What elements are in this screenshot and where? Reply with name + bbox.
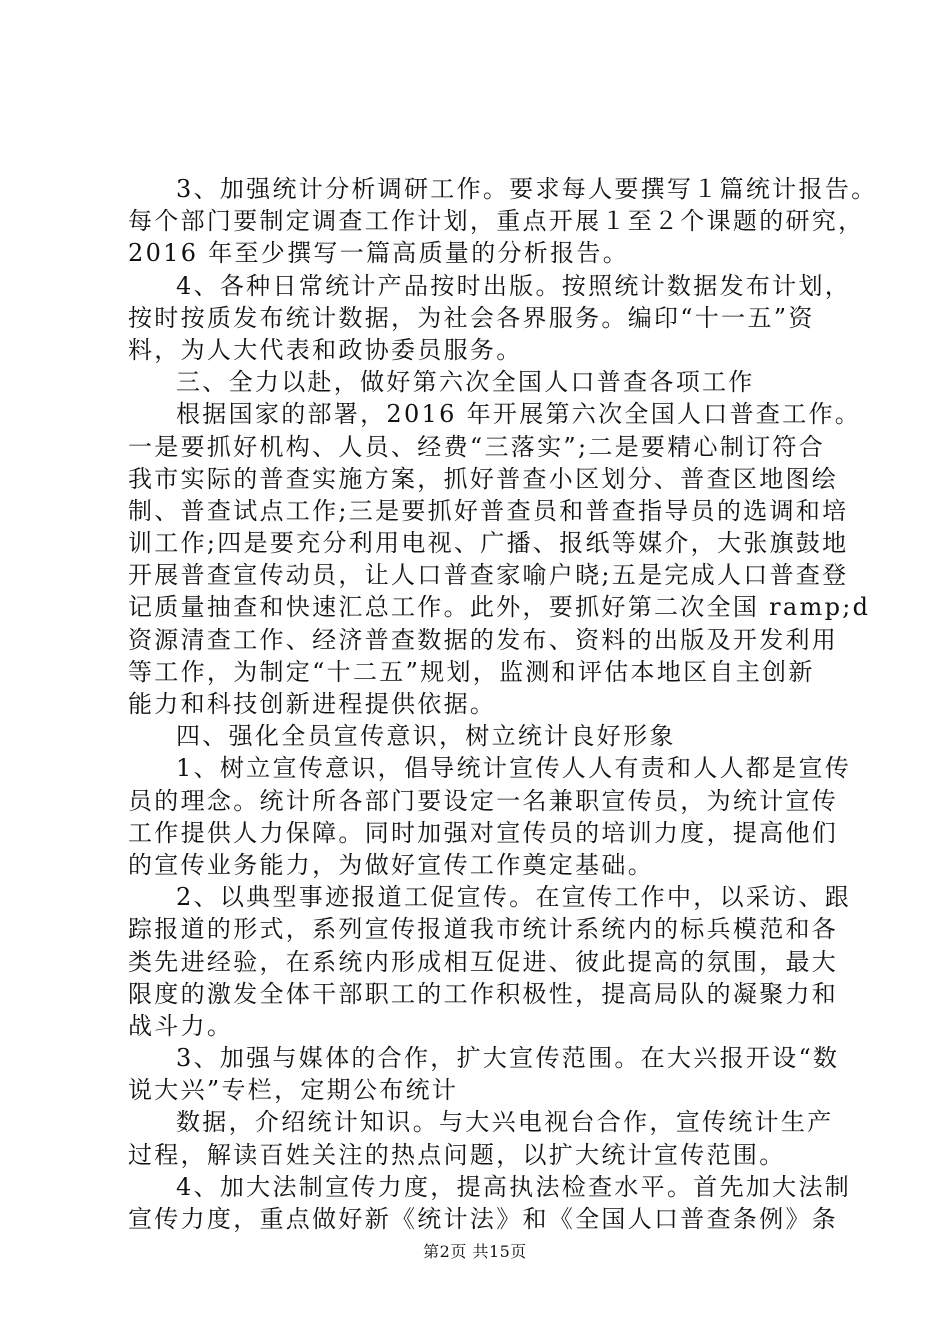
text-line: 过程，解读百姓关注的热点问题，以扩大统计宣传范围。: [128, 1140, 786, 1169]
text-line: 战斗力。: [128, 1011, 234, 1040]
text-line: 一是要抓好机构、人员、经费“三落实”;二是要精心制订符合: [128, 432, 826, 461]
document-body: [128, 173, 878, 1235]
text-line: 限度的激发全体干部职工的工作积极性，提高局队的凝聚力和: [128, 979, 839, 1008]
text-line: 工作提供人力保障。同时加强对宣传员的培训力度，提高他们: [128, 818, 839, 847]
text-line: 3、加强统计分析调研工作。要求每人要撰写１篇统计报告。: [176, 175, 878, 203]
text-line: 按时按质发布统计数据，为社会各界服务。编印“十一五”资: [128, 303, 815, 332]
text-line: 记质量抽查和快速汇总工作。此外，要抓好第二次全国 ramp;d: [128, 593, 871, 622]
text-line: 等工作，为制定“十二五”规划，监测和评估本地区自主创新: [128, 657, 815, 686]
text-line: 每个部门要制定调查工作计划，重点开展１至２个课题的研究，: [128, 207, 865, 236]
text-line: 类先进经验，在系统内形成相互促进、彼此提高的氛围，最大: [128, 947, 839, 976]
text-line: 三、全力以赴，做好第六次全国人口普查各项工作: [176, 368, 755, 397]
text-line: 4、各种日常统计产品按时出版。按照统计数据发布计划，: [176, 271, 852, 300]
text-line: 制、普查试点工作;三是要抓好普查员和普查指导员的选调和培: [128, 496, 849, 525]
text-line: 2016 年至少撰写一篇高质量的分析报告。: [128, 239, 630, 268]
text-line: 员的理念。统计所各部门要设定一名兼职宣传员，为统计宣传: [128, 786, 839, 815]
text-line: 踪报道的形式，系列宣传报道我市统计系统内的标兵模范和各: [128, 915, 839, 944]
page-number-footer: 第2页 共15页: [423, 1242, 527, 1261]
text-line: 资源清查工作、经济普查数据的发布、资料的出版及开发利用: [128, 625, 839, 654]
text-line: 说大兴”专栏，定期公布统计: [128, 1076, 459, 1105]
text-line: 1、树立宣传意识，倡导统计宣传人人有责和人人都是宣传: [176, 754, 852, 783]
text-line: 我市实际的普查实施方案，抓好普查小区划分、普查区地图绘: [128, 464, 839, 493]
text-line: 根据国家的部署，2016 年开展第六次全国人口普查工作。: [176, 400, 862, 429]
text-line: 的宣传业务能力，为做好宣传工作奠定基础。: [128, 850, 654, 879]
text-line: 数据，介绍统计知识。与大兴电视台合作，宣传统计生产: [176, 1108, 834, 1137]
text-line: 宣传力度，重点做好新《统计法》和《全国人口普查条例》条: [128, 1205, 839, 1233]
text-line: 训工作;四是要充分利用电视、广播、报纸等媒介，大张旗鼓地: [128, 529, 849, 558]
text-line: 3、加强与媒体的合作，扩大宣传范围。在大兴报开设“数: [176, 1044, 840, 1073]
text-line: 4、加大法制宣传力度，提高执法检查水平。首先加大法制: [176, 1172, 852, 1201]
text-line: 开展普查宣传动员，让人口普查家喻户晓;五是完成人口普查登: [128, 561, 849, 590]
text-line: 能力和科技创新进程提供依据。: [128, 690, 497, 718]
text-line: 2、以典型事迹报道工促宣传。在宣传工作中，以采访、跟: [176, 883, 852, 912]
text-line: 四、强化全员宣传意识，树立统计良好形象: [176, 722, 676, 751]
text-line: 料，为人大代表和政协委员服务。: [128, 335, 523, 364]
